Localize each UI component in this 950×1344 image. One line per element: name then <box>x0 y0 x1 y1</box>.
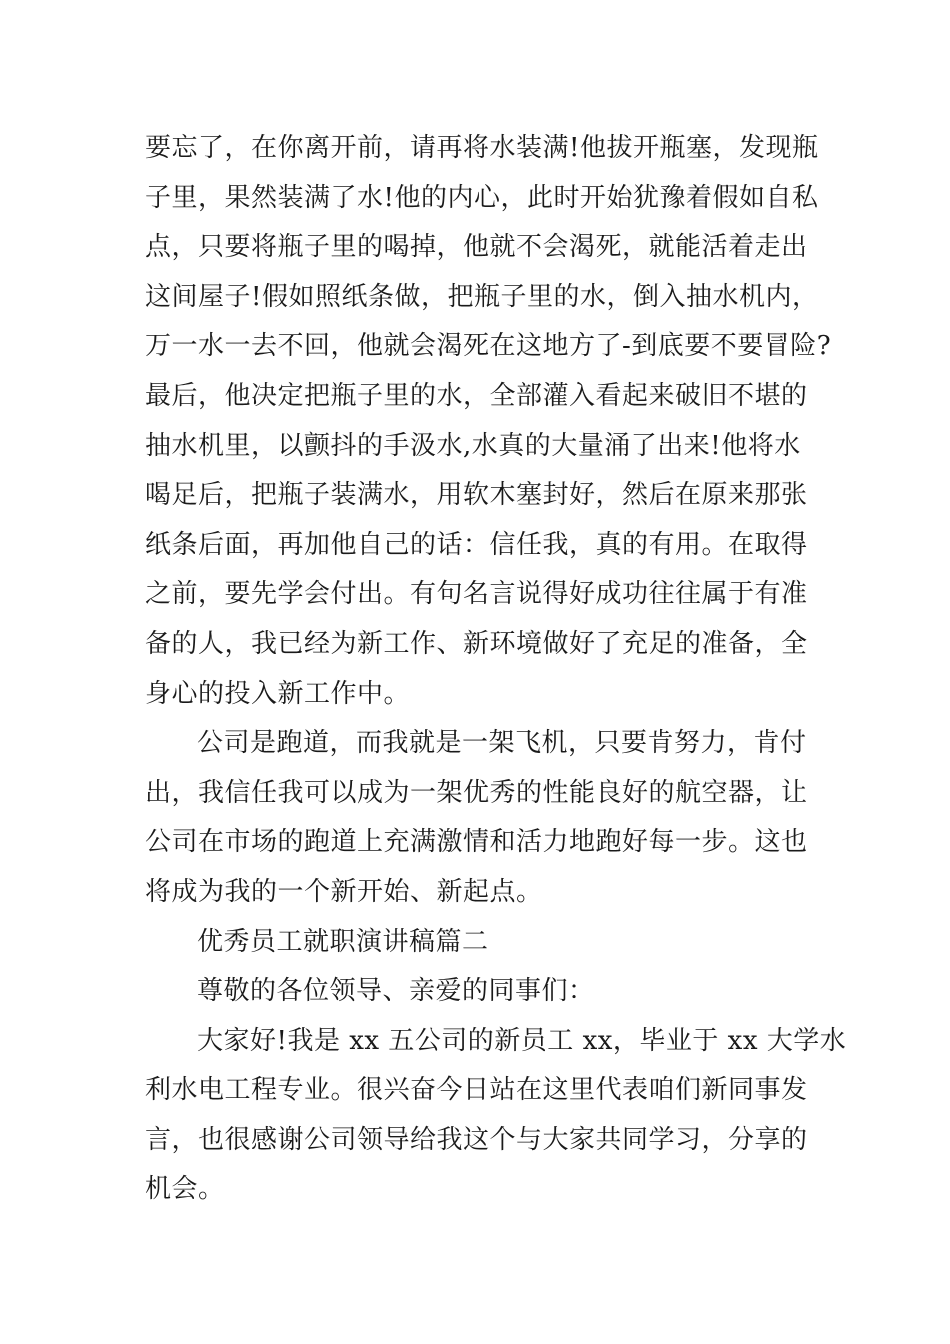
section-title: 优秀员工就职演讲稿篇二 <box>197 926 489 957</box>
text-line: 要忘了，在你离开前，请再将水装满!他拔开瓶塞，发现瓶 <box>145 133 819 163</box>
text-line: 子里，果然装满了水!他的内心，此时开始犹豫着假如自私 <box>145 182 819 213</box>
text-line: 大家好!我是 xx 五公司的新员工 xx，毕业于 xx 大学水 <box>197 1025 847 1056</box>
paragraph-1 <box>145 124 832 719</box>
text-line: 言，也很感谢公司领导给我这个与大家共同学习，分享的 <box>145 1124 808 1155</box>
text-line: 公司是跑道，而我就是一架飞机，只要肯努力，肯付 <box>197 728 807 759</box>
text-line: 喝足后，把瓶子装满水，用软木塞封好，然后在原来那张 <box>145 480 808 511</box>
text-line: 出，我信任我可以成为一架优秀的性能良好的航空器，让 <box>145 777 808 808</box>
paragraph-2 <box>145 719 810 917</box>
text-line: 纸条后面，再加他自己的话：信任我，真的有用。在取得 <box>145 529 808 560</box>
text-line: 将成为我的一个新开始、新起点。 <box>145 876 543 907</box>
text-line: 机会。 <box>145 1174 225 1205</box>
text-line: 万一水一去不回，他就会渴死在这地方了-到底要不要冒险? <box>145 331 832 362</box>
text-line: 之前，要先学会付出。有句名言说得好成功往往属于有准 <box>145 579 808 610</box>
paragraph-3 <box>145 1017 847 1215</box>
text-line: 抽水机里，以颤抖的手汲水,水真的大量涌了出来!他将水 <box>145 430 801 461</box>
text-line: 利水电工程专业。很兴奋今日站在这里代表咱们新同事发 <box>145 1075 808 1106</box>
document-page <box>145 124 847 1215</box>
text-line: 这间屋子!假如照纸条做，把瓶子里的水，倒入抽水机内， <box>145 281 819 312</box>
text-line: 备的人，我已经为新工作、新环境做好了充足的准备，全 <box>145 628 808 659</box>
text-line: 点，只要将瓶子里的喝掉，他就不会渴死，就能活着走出 <box>145 232 808 263</box>
text-line: 身心的投入新工作中。 <box>145 678 411 709</box>
text-line: 最后，他决定把瓶子里的水，全部灌入看起来破旧不堪的 <box>145 380 808 411</box>
salutation: 尊敬的各位领导、亲爱的同事们： <box>197 976 595 1007</box>
text-line: 公司在市场的跑道上充满激情和活力地跑好每一步。这也 <box>145 827 808 858</box>
